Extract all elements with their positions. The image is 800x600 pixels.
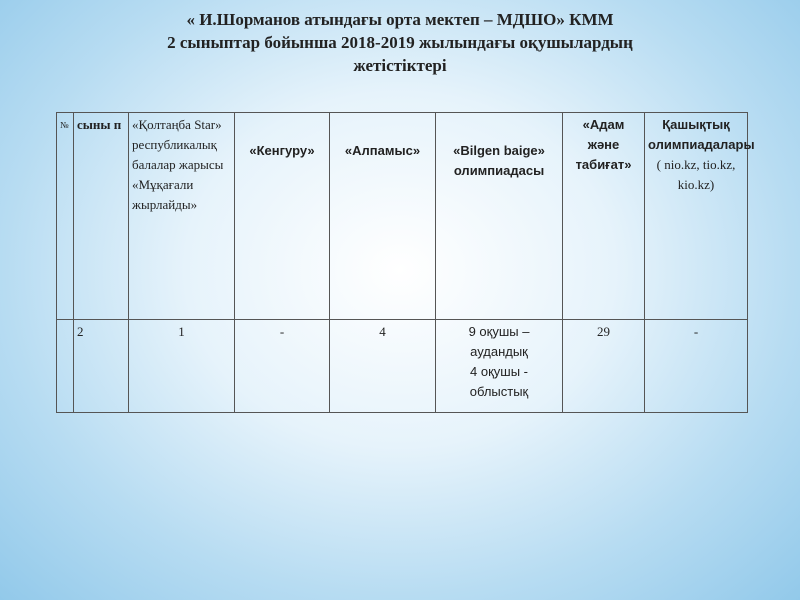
header-cell-kenguru: «Кенгуру» [235,113,330,320]
title-line-2: 2 сыныптар бойынша 2018-2019 жылындағы оқушылардың [167,33,633,52]
cell-class: 2 [74,320,129,413]
achievements-table [56,112,755,413]
header-cell-number: № [57,113,74,320]
table-row [57,320,748,413]
bilgen-line-4: облыстық [469,384,529,399]
header-cell-distance [645,113,755,320]
cell-bilgen [436,320,563,413]
cell-alpamys: 4 [330,320,436,413]
cell-qoltanba: 1 [129,320,235,413]
table-header-row [57,113,748,320]
cell-kenguru: - [235,320,330,413]
bilgen-line-1: 9 оқушы – [468,324,530,339]
distance-label: Қашықтық олимпиадалары [648,117,755,152]
header-cell-qoltanba: «Қолтаңба Star» республикалық балалар жарысы «Мұқағали жырлайды» [129,113,235,320]
header-cell-alpamys: «Алпамыс» [330,113,436,320]
bilgen-line-2: аудандық [470,344,528,359]
distance-sites: ( nio.kz, tio.kz, kio.kz) [656,157,736,192]
cell-distance: - [645,320,748,413]
cell-adam: 29 [563,320,645,413]
cell-number [57,320,74,413]
header-cell-class: сыны п [74,113,129,320]
title-line-1: « И.Шорманов атындағы орта мектеп – МДШО» КММ [186,10,614,29]
header-cell-bilgen: «Bilgen baige» олимпиадасы [436,113,563,320]
header-cell-adam: «Адам және табиғат» [563,113,645,320]
page-title [0,8,800,77]
title-line-3: жетістіктері [353,56,447,75]
bilgen-line-3: 4 оқушы - [470,364,528,379]
